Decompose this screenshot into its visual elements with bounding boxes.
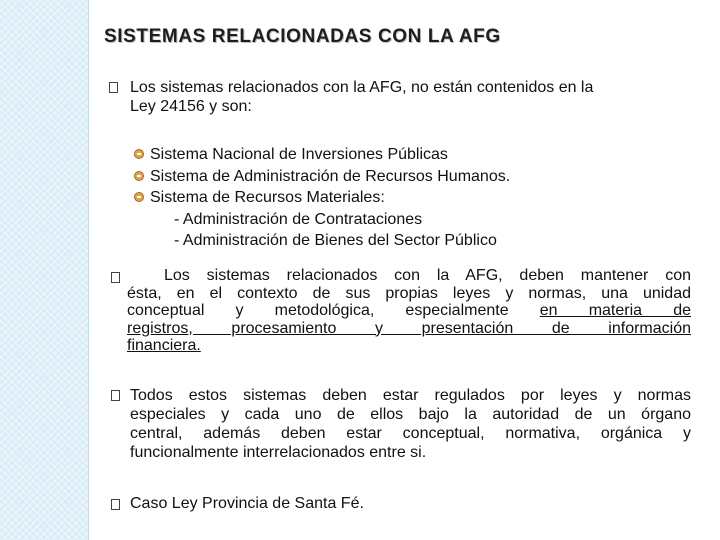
list-item-label: Sistema de Recursos Materiales: (150, 189, 385, 206)
list-item-label: Sistema de Administración de Recursos Humanos. (150, 167, 511, 185)
paragraph-2-line-3 (127, 302, 691, 320)
paragraph-3 (130, 386, 691, 462)
paragraph-3-line-4: funcionalmente interrelacionados entre si. (130, 444, 427, 461)
paragraph-1-line-2: Ley 24156 y son: (130, 98, 252, 115)
slide-title: SISTEMAS RELACIONADAS CON LA AFG (104, 26, 501, 47)
paragraph-2 (127, 267, 691, 355)
square-bullet-icon (109, 82, 118, 93)
dash-item: - Administración de Contrataciones (174, 210, 423, 228)
dash-item: - Administración de Bienes del Sector Público (174, 232, 497, 249)
paragraph-2-line-2: ésta, en el contexto de sus propias leyes y normas, una unidad (127, 284, 691, 302)
systems-list (134, 144, 510, 252)
decorative-side-strip (0, 0, 88, 540)
paragraph-4 (130, 494, 690, 513)
paragraph-1 (130, 78, 696, 116)
list-item-label: Sistema Nacional de Inversiones Públicas (150, 146, 448, 163)
square-bullet-icon (111, 499, 120, 510)
list-item (134, 187, 510, 209)
paragraph-3-line-2: especiales y cada uno de ellos bajo la autoridad de un órgano (130, 406, 691, 423)
paragraph-2-line-3-underlined: en materia de (539, 302, 691, 319)
paragraph-2-line-4: registros, procesamiento y presentación de información (127, 319, 691, 337)
paragraph-3-line-3: central, además deben estar conceptual, normativa, orgánica y (130, 425, 691, 442)
paragraph-2-line-1: Los sistemas relacionados con la AFG, deben mantener con (164, 267, 691, 284)
side-divider (88, 0, 89, 540)
paragraph-2-line-3-text: conceptual y metodológica, especialmente (127, 302, 540, 319)
paragraph-3-line-1: Todos estos sistemas deben estar regulados por leyes y normas (130, 387, 691, 404)
round-bullet-icon (134, 171, 144, 181)
round-bullet-icon (134, 192, 144, 202)
paragraph-2-line-5: financiera. (127, 337, 201, 354)
round-bullet-icon (134, 149, 144, 159)
list-item (134, 166, 510, 188)
square-bullet-icon (111, 390, 120, 401)
list-item (134, 144, 510, 166)
paragraph-4-line-1: Caso Ley Provincia de Santa Fé. (130, 495, 364, 512)
paragraph-1-line-1: Los sistemas relacionados con la AFG, no están contenidos en la (130, 79, 594, 96)
square-bullet-icon (111, 272, 120, 283)
